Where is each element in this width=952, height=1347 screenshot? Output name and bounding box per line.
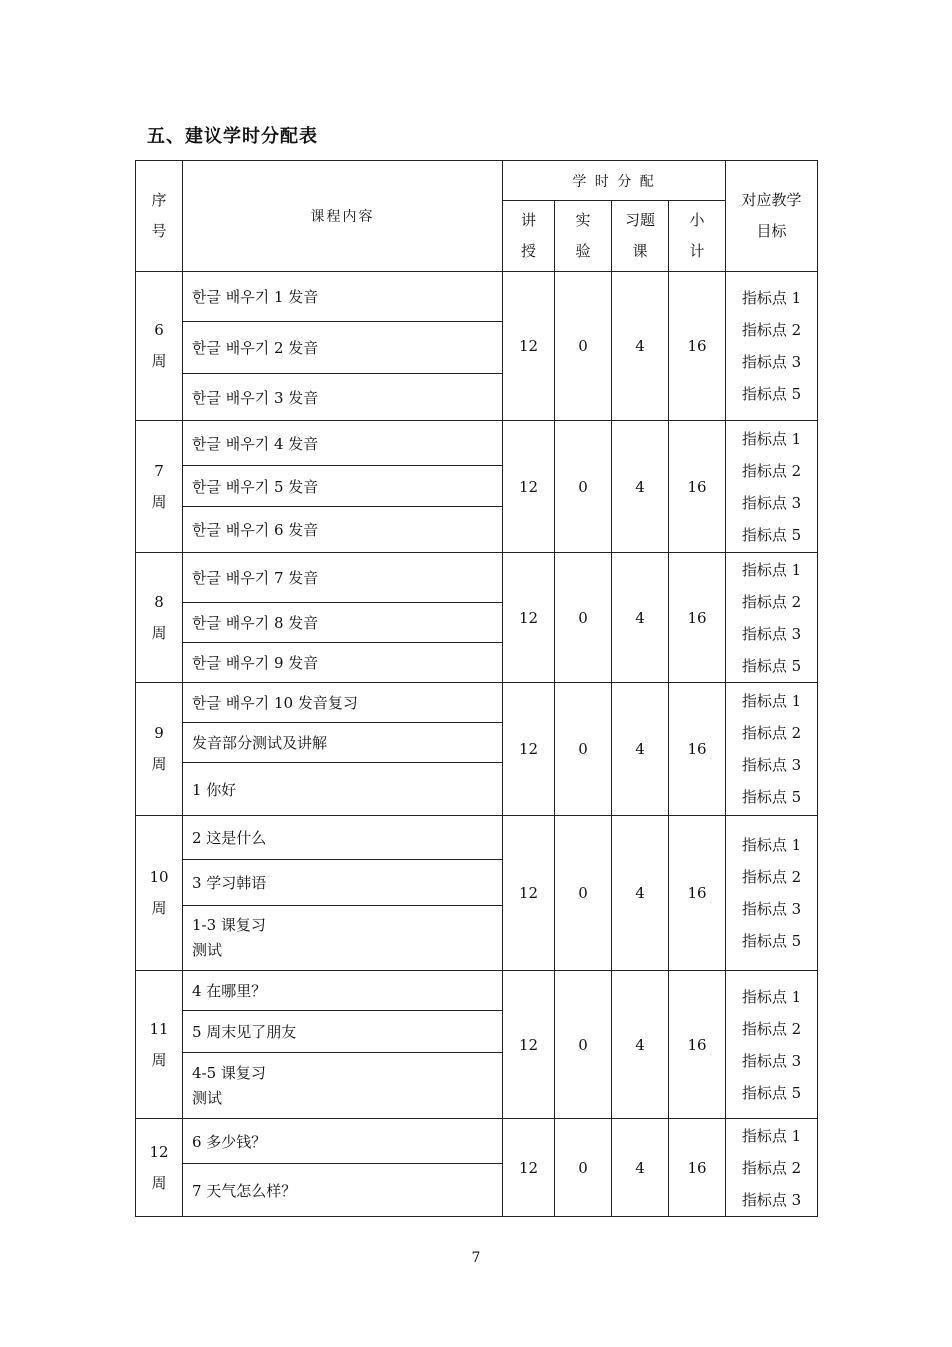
course-content-cell: 1 你好: [183, 763, 503, 816]
course-content-cell: 3 学习韩语: [183, 860, 503, 906]
exercise-hours-cell: 4: [612, 816, 669, 971]
week-cell: 7 周: [136, 421, 183, 553]
lecture-hours-cell: 12: [503, 1119, 555, 1217]
subtotal-hours-cell: 16: [669, 1119, 726, 1217]
experiment-hours-cell: 0: [555, 1119, 612, 1217]
week-cell: 10 周: [136, 816, 183, 971]
header-lecture: 讲 授: [503, 201, 555, 272]
course-content-cell: 1-3 课复习 测试: [183, 906, 503, 971]
exercise-hours-cell: 4: [612, 421, 669, 553]
subtotal-hours-cell: 16: [669, 421, 726, 553]
teaching-goals-cell: 指标点 1 指标点 2 指标点 3: [726, 1119, 818, 1217]
header-subtotal: 小 计: [669, 201, 726, 272]
table-row: [136, 683, 818, 723]
teaching-goals-cell: 指标点 1 指标点 2 指标点 3 指标点 5: [726, 553, 818, 683]
course-content-cell: 한글 배우기 2 发音: [183, 322, 503, 374]
course-content-cell: 7 天气怎么样？: [183, 1164, 503, 1217]
week-cell: 9 周: [136, 683, 183, 816]
course-content-cell: 한글 배우기 7 发音: [183, 553, 503, 603]
course-content-cell: 한글 배우기 9 发音: [183, 643, 503, 683]
course-content-cell: 发音部分测试及讲解: [183, 723, 503, 763]
table-row: [136, 553, 818, 603]
lecture-hours-cell: 12: [503, 683, 555, 816]
lecture-hours-cell: 12: [503, 421, 555, 553]
exercise-hours-cell: 4: [612, 553, 669, 683]
course-content-cell: 4-5 课复习 测试: [183, 1053, 503, 1119]
exercise-hours-cell: 4: [612, 683, 669, 816]
subtotal-hours-cell: 16: [669, 816, 726, 971]
week-cell: 11 周: [136, 971, 183, 1119]
hours-allocation-table: [135, 160, 818, 1217]
subtotal-hours-cell: 16: [669, 971, 726, 1119]
course-content-cell: 4 在哪里？: [183, 971, 503, 1011]
teaching-goals-cell: 指标点 1 指标点 2 指标点 3 指标点 5: [726, 421, 818, 553]
week-cell: 8 周: [136, 553, 183, 683]
page-number: 7: [471, 1250, 481, 1266]
experiment-hours-cell: 0: [555, 971, 612, 1119]
section-title: 五、建议学时分配表: [147, 126, 318, 147]
course-content-cell: 한글 배우기 4 发音: [183, 421, 503, 466]
header-experiment: 实 验: [555, 201, 612, 272]
subtotal-hours-cell: 16: [669, 683, 726, 816]
teaching-goals-cell: 指标点 1 指标点 2 指标点 3 指标点 5: [726, 272, 818, 421]
teaching-goals-cell: 指标点 1 指标点 2 指标点 3 指标点 5: [726, 816, 818, 971]
course-content-cell: 한글 배우기 5 发音: [183, 466, 503, 507]
lecture-hours-cell: 12: [503, 553, 555, 683]
exercise-hours-cell: 4: [612, 1119, 669, 1217]
table-row: [136, 1119, 818, 1164]
experiment-hours-cell: 0: [555, 421, 612, 553]
lecture-hours-cell: 12: [503, 971, 555, 1119]
header-hours-group: 学 时 分 配: [503, 161, 726, 201]
lecture-hours-cell: 12: [503, 816, 555, 971]
experiment-hours-cell: 0: [555, 683, 612, 816]
course-content-cell: 5 周末见了朋友: [183, 1011, 503, 1053]
header-goals: 对应教学 目标: [726, 161, 818, 272]
experiment-hours-cell: 0: [555, 816, 612, 971]
experiment-hours-cell: 0: [555, 272, 612, 421]
teaching-goals-cell: 指标点 1 指标点 2 指标点 3 指标点 5: [726, 683, 818, 816]
table-row: [136, 421, 818, 466]
course-content-cell: 한글 배우기 3 发音: [183, 374, 503, 421]
week-cell: 6 周: [136, 272, 183, 421]
table-row: [136, 971, 818, 1011]
exercise-hours-cell: 4: [612, 272, 669, 421]
experiment-hours-cell: 0: [555, 553, 612, 683]
table-row: [136, 816, 818, 860]
subtotal-hours-cell: 16: [669, 272, 726, 421]
lecture-hours-cell: 12: [503, 272, 555, 421]
course-content-cell: 한글 배우기 1 发音: [183, 272, 503, 322]
subtotal-hours-cell: 16: [669, 553, 726, 683]
exercise-hours-cell: 4: [612, 971, 669, 1119]
table-row: [136, 272, 818, 322]
week-cell: 12 周: [136, 1119, 183, 1217]
course-content-cell: 한글 배우기 6 发音: [183, 507, 503, 553]
header-exercise: 习题 课: [612, 201, 669, 272]
course-content-cell: 한글 배우기 8 发音: [183, 603, 503, 643]
header-seq: 序 号: [136, 161, 183, 272]
course-content-cell: 한글 배우기 10 发音复习: [183, 683, 503, 723]
teaching-goals-cell: 指标点 1 指标点 2 指标点 3 指标点 5: [726, 971, 818, 1119]
course-content-cell: 2 这是什么: [183, 816, 503, 860]
header-content: 课程内容: [183, 161, 503, 272]
course-content-cell: 6 多少钱？: [183, 1119, 503, 1164]
